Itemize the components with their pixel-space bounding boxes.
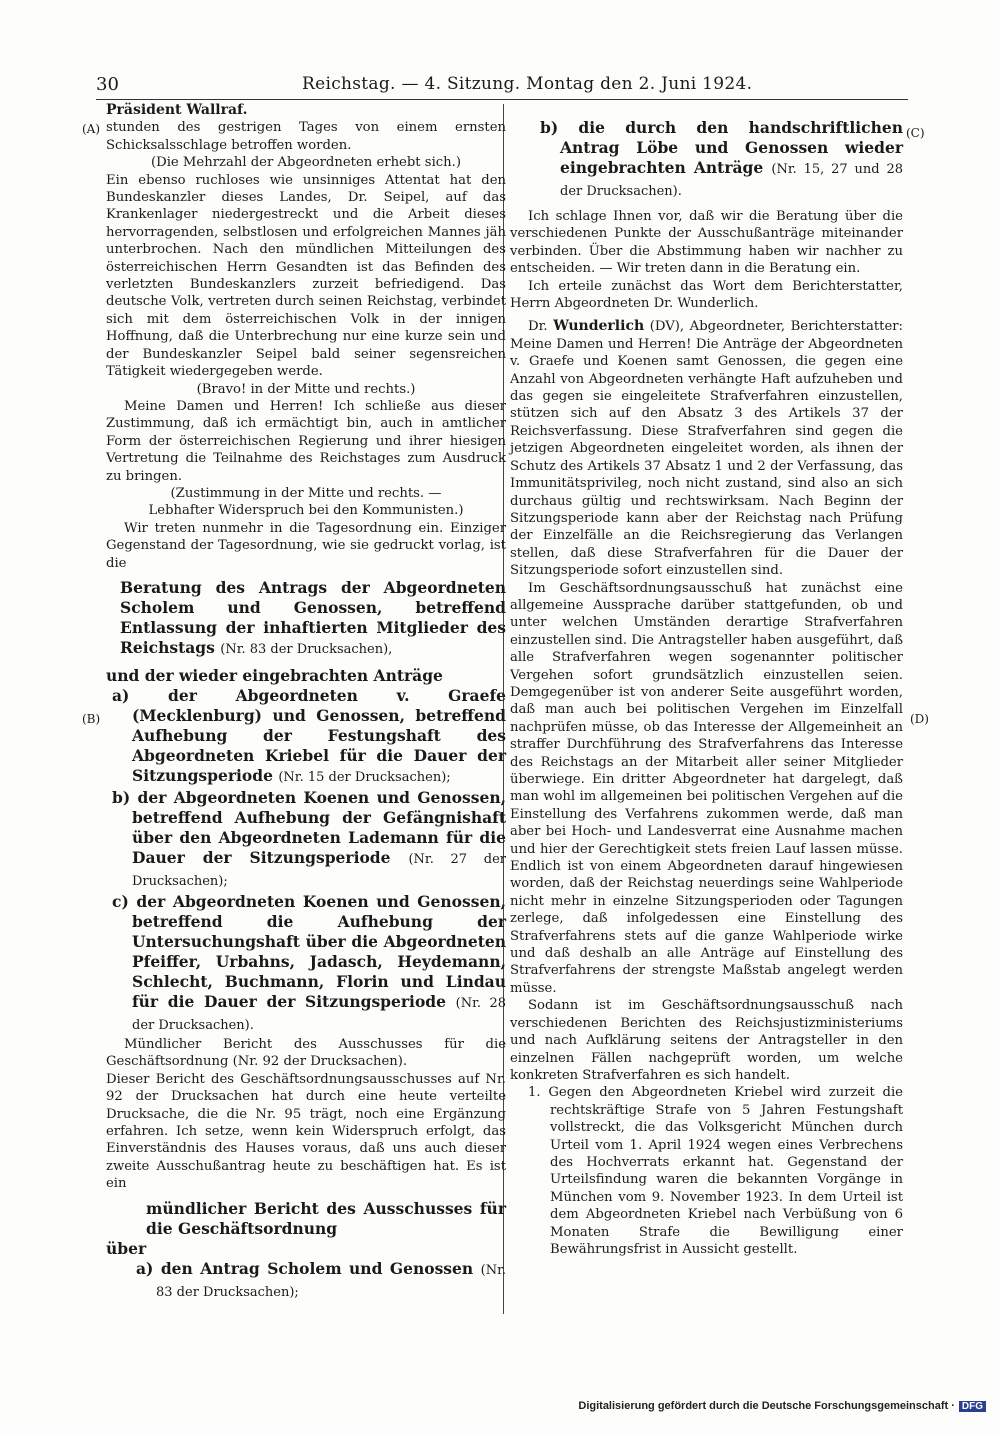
margin-mark-d: (D) [910, 712, 929, 726]
motion-c-ref: (Nr. 28 der Drucksachen). [132, 995, 506, 1033]
paragraph: Im Geschäftsordnungsausschuß hat zunächst eine allgemeine Aussprache darüber stattgefunden, ob und unter welchen Umständen derartige Strafverfahren einzustellen sind. Die Antragsteller haben ausgeführt, daß alle Strafverfahren wegen sogenannter politischer Vergehen sofort grundsätzlich einzustellen seien. Demgegenüber ist von anderer Seite ausgeführt worden, daß man auch bei politischen Vergehen im Einzelfall nachprüfen müsse, ob das Interesse der Allgemeinheit an straffer Durchführung des Strafverfahrens das Interesse des Reichstags an der Mitarbeit aller seiner Mitglieder überwiege. Ein dritter Abgeordneter hat dargelegt, daß man wohl im allgemeinen bei politischen Vergehen auf die Einstellung des Verfahrens zukommen werde, daß man aber bei Hoch- und Landesverrat eine Ausnahme machen und hier der Gerechtigkeit stets freien Lauf lassen müsse. Endlich ist von einem Abgeordneten darauf hingewiesen worden, daß der Reichstag neuerdings seine Wahlperiode nicht mehr in einzelne Sitzungsperioden oder Tagungen zerlege, daß infolgedessen eine Einstellung des Strafverfahrens stets auf die ganze Wahlperiode wirke und daß deshalb an alle Anträge auf Einstellung des Strafverfahrens der strengste Maßstab angelegt werden müsse. [510, 580, 903, 996]
list-item: 1. Gegen den Abgeordneten Kriebel wird zurzeit die rechtskräftige Strafe von 5 Jahren Festungshaft vollstreckt, die das Volksgericht München durch Urteil vom 1. April 1924 wegen eines Verbrechens des Hochverrats erkannt hat. Gegenstand der Urteilsfindung waren die bekannten Vorgänge in München vom 9. November 1923. In dem Urteil ist dem Abgeordneten Kriebel nach Verbüßung von 6 Monaten Strafe die Bewilligung einer Bewährungsfrist in Aussicht gestellt. [528, 1085, 903, 1257]
report-heading-over: über [106, 1238, 147, 1258]
paragraph: Wir treten nunmehr in die Tagesordnung ein. Einziger Gegenstand der Tagesordnung, wie sie gedruckt vorlag, ist die [106, 520, 506, 571]
motion-b-ref: (Nr. 27 der Drucksachen); [132, 851, 506, 889]
stage-note: Lebhafter Widerspruch bei den Kommunisten.) [148, 503, 464, 519]
motion-c [106, 892, 506, 1036]
motion-a-ref: (Nr. 15 der Drucksachen); [278, 769, 451, 785]
paragraph: Ich schlage Ihnen vor, daß wir die Beratung über die verschiedenen Punkte der Ausschußanträge miteinander verbinden. Über die Abstimmung haben wir nachher zu entscheiden. — Wir treten dann in die Beratung ein. [510, 209, 903, 277]
margin-mark-b: (B) [82, 712, 101, 726]
report-item-b [510, 118, 903, 202]
paragraph: Mündlicher Bericht des Ausschusses für die Geschäftsordnung (Nr. 92 der Drucksachen). [106, 1036, 506, 1070]
speaker-name: Präsident Wallraf. [106, 102, 248, 118]
paragraph: Dieser Bericht des Geschäftsordnungsausschusses auf Nr. 92 der Drucksachen hat durch eine heute verteilte Drucksache, die die Nr. 95 trägt, noch eine Ergänzung erfahren. Ich setze, wenn kein Widerspruch erfolgt, das Einverständnis des Hauses voraus, daß uns auch dieser zweite Ausschußantrag heute zu beschäftigen hat. Es ist ein [106, 1071, 506, 1192]
header-rule [96, 99, 908, 100]
right-column [510, 118, 903, 1258]
running-head: Reichstag. — 4. Sitzung. Montag den 2. Juni 1924. [302, 74, 753, 94]
footer-credit [578, 1400, 986, 1412]
dfg-logo: DFG [959, 1401, 986, 1412]
report-item-a-ref: (Nr. 83 der Drucksachen); [156, 1262, 506, 1300]
footer-text: Digitalisierung gefördert durch die Deutsche Forschungsgemeinschaft · [578, 1400, 955, 1412]
left-column [106, 102, 506, 1303]
speech-text: (DV), Abgeordneter, Berichterstatter: Meine Damen und Herren! Die Anträge der Abgeordneten v. Graefe und Koenen samt Genossen, die gegen eine Anzahl von Abgeordneten verhängte Haft aufzuheben und das gegen sie eingeleitete Strafverfahren einzustellen, stützen sich auf den Absatz 3 des Artikels 37 der Reichsverfassung. Diese Strafverfahren sind gegen die jetzigen Abgeordneten eingeleitet worden, als ihnen der Schutz des Artikels 37 Absatz 1 und 2 der Verfassung, das Immunitätsprivileg, noch nicht zustand, sind also an sich durchaus gültig und rechtswirksam. Nach Beginn der Sitzungsperiode kann aber der Reichstag nach Prüfung der Einzelfälle an die Reichsregierung das Verlangen stellen, daß diese Strafverfahren für die Dauer der Sitzungsperiode sofort einzustellen sind. [510, 319, 903, 579]
margin-mark-c: (C) [906, 126, 925, 140]
page-header [96, 74, 908, 98]
report-item-a [106, 1259, 506, 1303]
stage-note: (Die Mehrzahl der Abgeordneten erhebt sich.) [150, 155, 462, 171]
paragraph: stunden des gestrigen Tages von einem ernsten Schicksalsschlage betroffen worden. [106, 120, 506, 153]
report-heading: mündlicher Bericht des Ausschusses für die Geschäftsordnung [146, 1198, 506, 1238]
speaker-name: Wunderlich [553, 318, 645, 335]
paragraph: Ich erteile zunächst das Wort dem Berichterstatter, Herrn Abgeordneten Dr. Wunderlich. [510, 278, 903, 312]
page-number: 30 [96, 74, 119, 95]
paragraph: Meine Damen und Herren! Ich schließe aus dieser Zustimmung, daß ich ermächtigt bin, auch in amtlicher Form der österreichischen Regierung und ihrer hiesigen Vertretung die Teilnahme des Reichstages zum Ausdruck zu bringen. [106, 398, 506, 484]
agenda-heading-ref: (Nr. 83 der Drucksachen), [220, 641, 393, 657]
report-item-b-ref: (Nr. 15, 27 und 28 der Drucksachen). [560, 162, 903, 199]
motion-a-text: a) der Abgeordneten v. Graefe (Mecklenburg) und Genossen, betreffend Aufhebung der Festungshaft des Abgeordneten Kriebel für die Dauer der Sitzungsperiode [112, 685, 506, 785]
motion-b-text: b) der Abgeordneten Koenen und Genossen, betreffend Aufhebung der Gefängnishaft über den Abgeordneten Lademann für die Dauer der Sitzungsperiode [112, 787, 506, 867]
agenda-heading [106, 578, 506, 660]
stage-note: (Bravo! in der Mitte und rechts.) [196, 381, 416, 397]
report-item-b-text: b) die durch den handschriftlichen Antrag Löbe und Genossen wieder eingebrachten Anträge [540, 118, 903, 177]
paragraph: Ein ebenso ruchloses wie unsinniges Attentat hat den Bundeskanzler dieses Landes, Dr. Seipel, auf das Krankenlager niedergestreckt und die Arbeit dieses hervorragenden, selbstlosen und erfolgreichen Mannes jäh unterbrochen. Nach den mündlichen Mitteilungen des österreichischen Herrn Gesandten ist das Befinden des verletzten Bundeskanzlers zurzeit befriedigend. Das deutsche Volk, vertreten durch seinen Reichstag, verbindet sich mit dem österreichischen Volk in der innigen Hoffnung, daß die Unterbrechung nur eine kurze sein und der Bundeskanzler Seipel bald seiner segensreichen Tätigkeit wiedergegeben werde. [106, 172, 506, 380]
paragraph: Sodann ist im Geschäftsordnungsausschuß nach verschiedenen Berichten des Reichsjustizministeriums und nach Aufklärung seitens der Antragsteller in den einzelnen Fällen nachgeprüft worden, um welche konkreten Strafverfahren es sich handelt. [510, 998, 903, 1083]
agenda-heading-text: Beratung des Antrags der Abgeordneten Scholem und Genossen, betreffend Entlassung der inhaftierten Mitglieder des Reichstags [120, 577, 506, 657]
speaker-title: Dr. [528, 319, 548, 335]
margin-mark-a: (A) [82, 122, 101, 136]
motion-a [106, 686, 506, 788]
stage-note: (Zustimmung in der Mitte und rechts. — [170, 485, 442, 501]
report-item-a-text: a) den Antrag Scholem und Genossen [136, 1258, 474, 1278]
motion-b [106, 788, 506, 892]
motion-c-text: c) der Abgeordneten Koenen und Genossen, betreffend die Aufhebung der Untersuchungshaft über die Abgeordneten Pfeiffer, Urbahns, Jadasch, Heydemann, Schlecht, Buchmann, Florin und Lindau für die Dauer der Sitzungsperiode [112, 891, 506, 1011]
speech-paragraph [510, 318, 903, 579]
agenda-subheading: und der wieder eingebrachten Anträge [106, 665, 443, 685]
